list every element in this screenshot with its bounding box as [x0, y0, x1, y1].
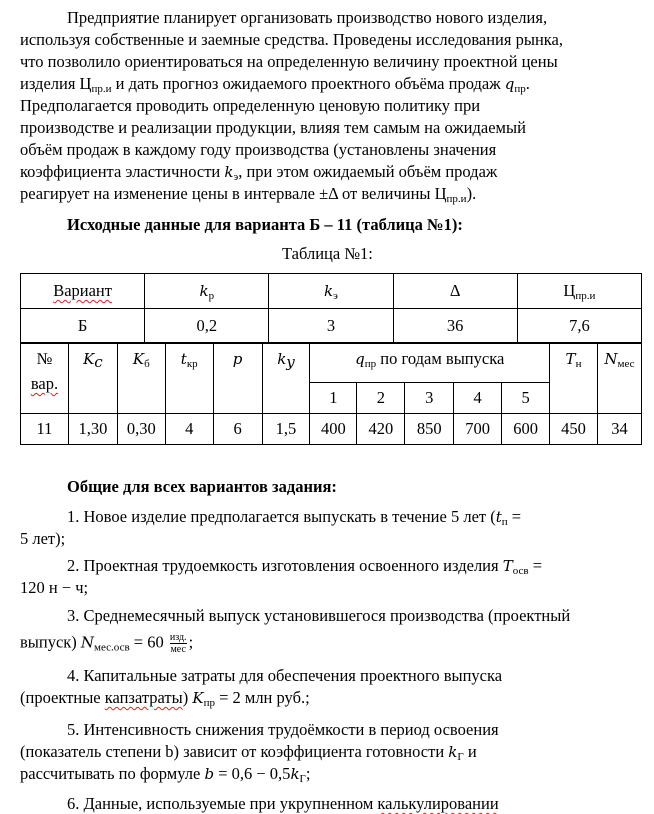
item-2-cont: 120 н − ч; [20, 578, 89, 597]
text: = 60 [129, 632, 168, 652]
header-cell [550, 343, 598, 414]
subscript: пр.и [575, 289, 596, 302]
math: T [502, 557, 513, 575]
intro-line: объём продаж в каждому году производства (установлены значения [20, 140, 497, 159]
text: капзатраты [104, 688, 183, 707]
math: b [204, 765, 215, 783]
table-cell: 600 [502, 414, 550, 445]
year-cell: 2 [357, 383, 405, 414]
table-cell: 1,30 [68, 414, 117, 445]
text: по годам выпуска [376, 349, 505, 368]
item-5-cont [20, 764, 310, 789]
header-cell [597, 343, 641, 414]
table-cell: 420 [357, 414, 405, 445]
header-cell [262, 343, 310, 414]
header-cell: Δ [393, 274, 517, 309]
year-cell: 3 [405, 383, 454, 414]
subscript: Г [457, 751, 464, 763]
subscript: п [501, 516, 508, 528]
year-cell: 4 [454, 383, 502, 414]
item-4-cont [20, 688, 310, 713]
subscript: пр.и [446, 193, 467, 205]
header-cell [165, 343, 213, 414]
intro-line [20, 184, 476, 209]
text: = [507, 507, 522, 526]
table-cell: 700 [454, 414, 502, 445]
math: t [180, 350, 187, 368]
header-cell [213, 343, 262, 414]
subscript: пр.и [91, 83, 112, 95]
text: = [528, 556, 543, 575]
table-cell: 7,6 [517, 309, 641, 344]
item-1-cont: 5 лет); [20, 529, 66, 548]
text: 1. Новое изделие предполагается выпускать в течение 5 лет ( [67, 507, 496, 526]
text: № [36, 349, 53, 368]
subscript: э [233, 171, 239, 183]
subscript: н [575, 358, 582, 370]
item-6 [67, 794, 499, 814]
text: изделия Ц [20, 74, 92, 93]
math: K [192, 689, 204, 707]
table-cell: 450 [550, 414, 598, 445]
math: k [199, 281, 209, 300]
subscript: пр [514, 83, 526, 95]
text: , при этом ожидаемый объём продаж [238, 162, 498, 181]
table-cell: Б [21, 309, 145, 344]
intro-line: Предполагается проводить определенную ценовую политику при [20, 96, 481, 115]
header-cell [269, 274, 393, 309]
table-cell: 11 [21, 414, 69, 445]
table-cell: 36 [393, 309, 517, 344]
table-cell: 850 [405, 414, 454, 445]
math: k [224, 163, 234, 181]
text: = 0,6 − 0,5 [214, 764, 291, 783]
math: k [448, 743, 458, 761]
intro-line: используя собственные и заемные средства. Проведены исследования рынка, [20, 30, 563, 49]
header-cell [68, 343, 117, 414]
text: ) [182, 688, 193, 707]
year-cell: 5 [502, 383, 550, 414]
text: 2. Проектная трудоемкость изготовления освоенного изделия [67, 556, 503, 575]
header-cell [21, 274, 145, 309]
text: вар. [30, 374, 59, 393]
math: N [604, 350, 618, 368]
text: и [463, 742, 477, 761]
math: p [232, 350, 243, 368]
math: q [504, 75, 515, 93]
text: (проектные [20, 688, 105, 707]
text: Ц [563, 280, 576, 300]
text: реагирует на изменение цены в интервале ±Δ от величины Ц [20, 184, 447, 203]
table-row [21, 309, 642, 344]
text: Вариант [53, 281, 112, 300]
math: K [132, 350, 145, 368]
text: и дать прогноз ожидаемого проектного объёма продаж [111, 74, 505, 93]
header-cell [310, 343, 550, 383]
subscript: мес.осв [94, 641, 130, 654]
table-cell: 1,5 [262, 414, 310, 445]
text: выпуск) [20, 632, 81, 652]
header-cell [21, 343, 69, 414]
item-2 [67, 556, 542, 581]
text: коэффициента эластичности [20, 162, 225, 181]
text: ). [466, 184, 477, 203]
header-cell [117, 343, 165, 414]
table-cell: 34 [597, 414, 641, 445]
text: ; [305, 764, 311, 783]
text: рассчитывать по формуле [20, 764, 205, 783]
subscript: мес [617, 358, 635, 370]
intro-line: Предприятие планирует организовать производство нового изделия, [67, 8, 548, 27]
section-heading: Исходные данные для варианта Б – 11 (таблица №1): [67, 215, 463, 234]
table-cell: 3 [269, 309, 393, 344]
table-row [21, 414, 642, 445]
math: k [277, 350, 287, 368]
subscript: y [286, 353, 295, 371]
math: q [355, 350, 365, 368]
text: калькулировании [377, 794, 499, 813]
intro-line: что позволило ориентироваться на определенную величину проектной цены [20, 52, 558, 71]
numerator: изд. [169, 632, 187, 643]
item-4: 4. Капитальные затраты для обеспечения проектного выпуска [67, 666, 503, 685]
math: T [565, 350, 576, 368]
year-cell: 1 [310, 383, 357, 414]
item-3-cont [20, 632, 193, 657]
table-cell: 400 [310, 414, 357, 445]
table-row [21, 343, 642, 383]
variant-table [20, 342, 642, 445]
table-caption: Таблица №1: [282, 244, 373, 263]
math: k [290, 765, 300, 783]
table-row [21, 274, 642, 309]
subscript: пр [203, 697, 215, 709]
subscript: c [94, 353, 103, 371]
subscript: осв [512, 565, 529, 577]
fraction [170, 632, 187, 655]
table-cell: 4 [165, 414, 213, 445]
text: 6. Данные, используемые при укрупненном [67, 794, 378, 813]
params-table [20, 273, 642, 344]
table-cell: 0,30 [117, 414, 165, 445]
text: ; [188, 632, 194, 652]
subscript: кр [186, 358, 198, 370]
subscript: р [208, 289, 215, 302]
text: = 2 млн руб.; [214, 688, 310, 707]
item-5: 5. Интенсивность снижения трудоёмкости в период освоения [67, 720, 499, 739]
subscript: э [333, 289, 338, 302]
text: . [525, 74, 530, 93]
subscript: Г [299, 773, 306, 785]
item-1 [67, 507, 521, 532]
intro-line: производстве и реализации продукции, влияя тем самым на ожидаемый [20, 118, 526, 137]
table-cell: 0,2 [145, 309, 269, 344]
math: k [324, 281, 334, 300]
section-heading: Общие для всех вариантов задания: [67, 477, 337, 496]
table-cell: 6 [213, 414, 262, 445]
subscript: б [144, 358, 150, 370]
header-cell [517, 274, 641, 309]
header-cell [145, 274, 269, 309]
text: (показатель степени b) зависит от коэффициента готовности [20, 742, 449, 761]
math: t [495, 508, 502, 526]
denominator: мес [170, 644, 186, 655]
math: N [80, 633, 95, 652]
item-3: 3. Среднемесячный выпуск установившегося производства (проектный [67, 606, 571, 625]
subscript: пр [364, 358, 377, 370]
math: K [83, 350, 95, 368]
